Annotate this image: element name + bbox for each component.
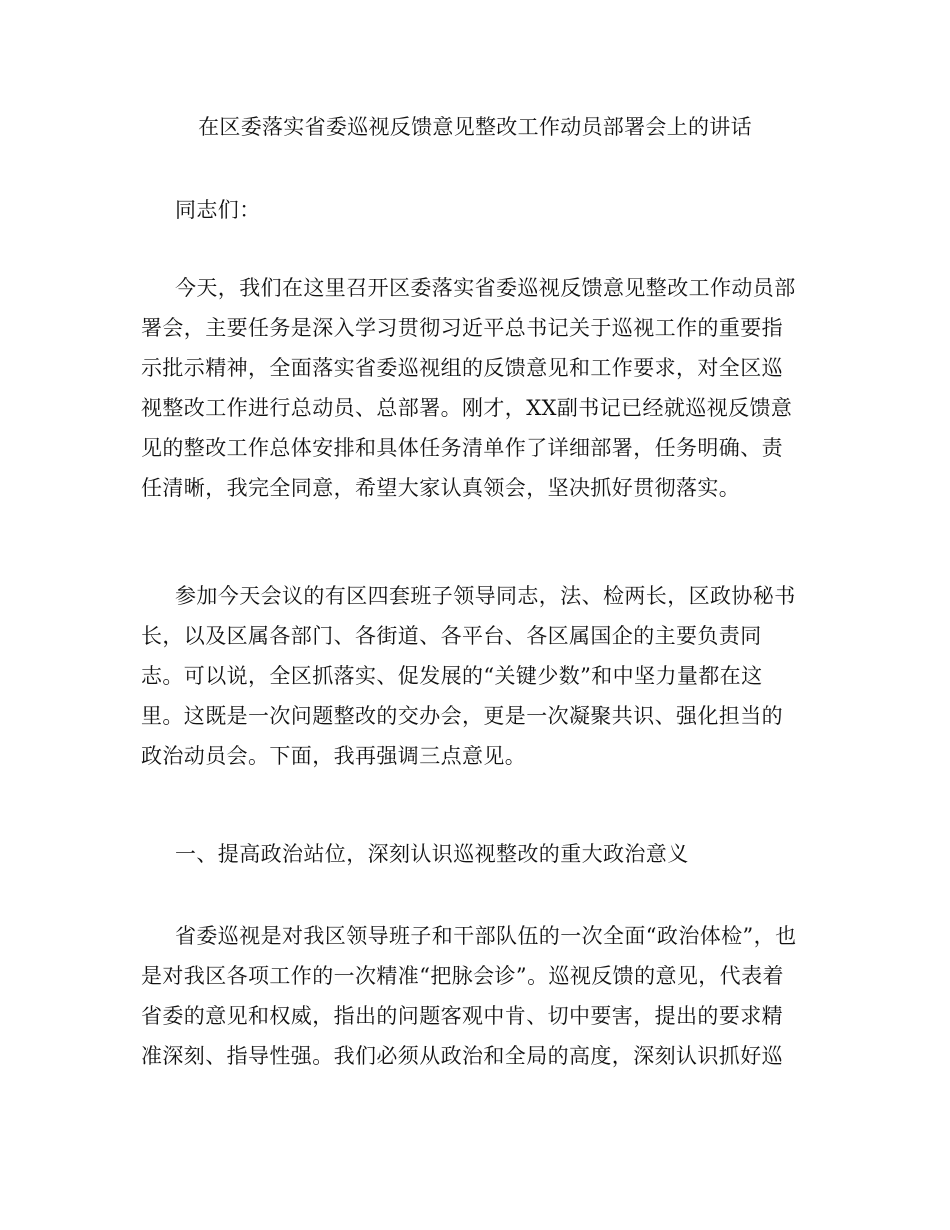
greeting-text: 同志们： [175, 198, 261, 222]
paragraph-line: 省委的意见和权威，指出的问题客观中肯、切中要害，提出的要求精 [141, 1004, 783, 1028]
paragraph-line: 参加今天会议的有区四套班子领导同志，法、检两长，区政协秘书 [175, 584, 796, 608]
section-heading [141, 834, 821, 874]
paragraph-line: 示批示精神，全面落实省委巡视组的反馈意见和工作要求，对全区巡 [141, 356, 783, 380]
paragraph-line: 是对我区各项工作的一次精准“把脉会诊”。巡视反馈的意见，代表着 [141, 964, 784, 988]
paragraph-line: 里。这既是一次问题整改的交办会，更是一次凝聚共识、强化担当的 [141, 704, 783, 728]
paragraph-line: 省委巡视是对我区领导班子和干部队伍的一次全面“政治体检”，也 [175, 924, 797, 948]
paragraph-line: 署会，主要任务是深入学习贯彻习近平总书记关于巡视工作的重要指 [141, 316, 783, 340]
paragraph-line: 长，以及区属各部门、各街道、各平台、各区属国企的主要负责同 [141, 624, 762, 648]
paragraph-line: 今天，我们在这里召开区委落实省委巡视反馈意见整改工作动员部 [175, 276, 796, 300]
paragraph-opening [141, 268, 821, 508]
paragraph-line: 政治动员会。下面，我再强调三点意见。 [141, 744, 527, 768]
paragraph-line: 见的整改工作总体安排和具体任务清单作了详细部署，任务明确、责 [141, 436, 783, 460]
paragraph-attendees [141, 576, 821, 776]
section-heading-text: 一、提高政治站位，深刻认识巡视整改的重大政治意义 [175, 842, 689, 866]
document-title: 在区委落实省委巡视反馈意见整改工作动员部署会上的讲话 [198, 115, 752, 139]
paragraph-line: 视整改工作进行总动员、总部署。刚才，XX副书记已经就巡视反馈意 [141, 396, 793, 420]
paragraph-line: 志。可以说，全区抓落实、促发展的“关键少数”和中坚力量都在这 [141, 664, 763, 688]
greeting [141, 190, 821, 230]
paragraph-line: 任清晰，我完全同意，希望大家认真领会，坚决抓好贯彻落实。 [141, 476, 741, 500]
paragraph-inspection [141, 916, 821, 1076]
paragraph-line: 准深刻、指导性强。我们必须从政治和全局的高度，深刻认识抓好巡 [141, 1044, 783, 1068]
